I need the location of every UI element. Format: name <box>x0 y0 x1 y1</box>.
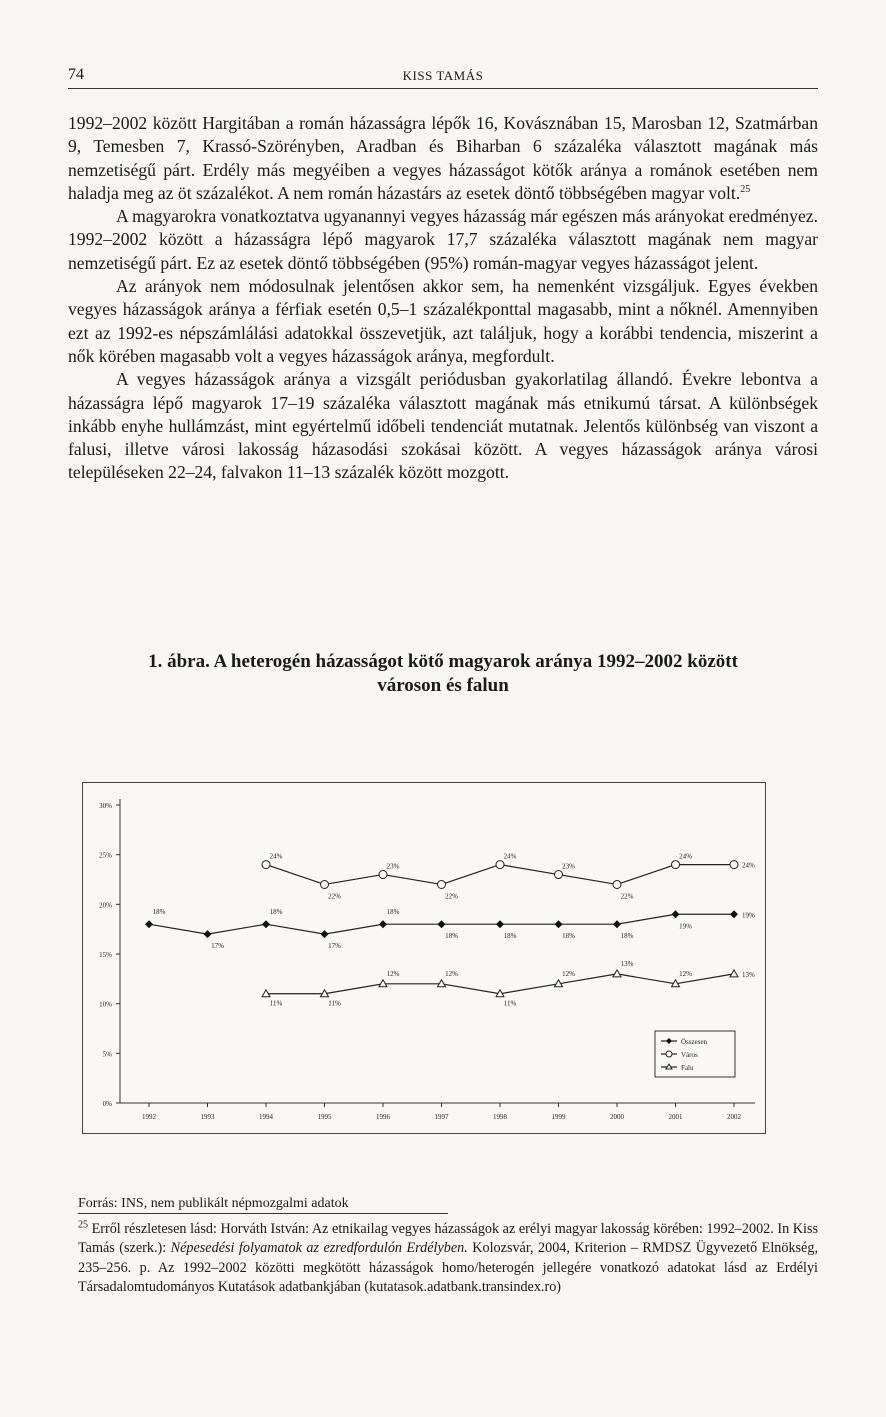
marker-varos <box>496 861 504 869</box>
x-tick-label: 1993 <box>200 1113 215 1121</box>
series-line-Falu <box>617 974 676 984</box>
line-chart <box>82 782 766 1134</box>
marker-osszesen <box>321 930 329 938</box>
data-label: 22% <box>328 892 341 901</box>
y-tick-label: 20% <box>99 901 112 910</box>
y-tick-label: 15% <box>99 951 112 959</box>
data-label: 24% <box>503 852 517 861</box>
series-line-Város <box>325 875 384 885</box>
x-tick-label: 2001 <box>668 1113 683 1121</box>
series-line-Város <box>617 865 676 885</box>
legend-marker <box>666 1051 672 1057</box>
legend-label: Város <box>681 1051 698 1059</box>
marker-osszesen <box>555 920 563 928</box>
marker-osszesen <box>204 930 212 938</box>
footnote-text-b: Kolozsvár, 2004, Kriterion – RMDSZ Ügyvezető Elnökség, 235–256. p. Az 1992–2002 közötti megkötött házasságok homo/heterogén jellegére vonatkozó adatokat lásd az Erdélyi Társadalomtudományos Kutatások adatbankjában (kutatasok.adatbank.transindex.ro) <box>78 1240 818 1296</box>
footnote-number: 25 <box>78 1219 88 1231</box>
data-label: 17% <box>211 942 224 951</box>
x-tick-label: 1998 <box>493 1113 507 1121</box>
series-line-Összesen <box>325 924 384 934</box>
data-label: 19% <box>742 911 755 920</box>
data-label: 12% <box>386 969 400 978</box>
paragraph-1 <box>68 112 818 205</box>
paragraph-3: Az arányok nem módosulnak jelentősen akkor sem, ha nemenként vizsgáljuk. Egyes években vegyes házasságok aránya a férfiak esetén 0,5–1 százalékponttal magasabb, mint a nőknél. Amennyiben ezt az 1992-es népszámlálási adatokkal összevetjük, azt találjuk, hogy a korábbi tendencia, miszerint a nők körében magasabb volt a vegyes házasságok aránya, megfordult. <box>68 276 818 366</box>
data-label: 12% <box>562 969 575 978</box>
figure-title-line-1: 1. ábra. A heterogén házasságot kötő magyarok aránya 1992–2002 között <box>148 651 738 672</box>
data-label: 23% <box>386 862 400 871</box>
figure-title-line-2: városon és falun <box>377 675 509 696</box>
data-label: 18% <box>503 932 517 941</box>
series-line-Város <box>266 865 325 885</box>
marker-osszesen <box>730 910 738 918</box>
marker-varos <box>672 861 680 869</box>
x-tick-label: 1996 <box>376 1113 390 1121</box>
marker-osszesen <box>262 920 270 928</box>
page-number: 74 <box>68 66 84 83</box>
marker-osszesen <box>496 920 504 928</box>
data-label: 18% <box>620 932 634 941</box>
marker-osszesen <box>613 920 621 928</box>
data-label: 13% <box>742 970 755 979</box>
marker-osszesen <box>438 920 446 928</box>
figure-title <box>68 650 818 698</box>
data-label: 18% <box>269 908 283 917</box>
data-label: 13% <box>620 959 634 968</box>
marker-falu <box>730 970 738 977</box>
x-tick-label: 2002 <box>727 1113 741 1121</box>
body-text <box>68 112 818 485</box>
x-tick-label: 1994 <box>259 1113 273 1121</box>
y-tick-label: 0% <box>102 1100 112 1108</box>
running-head <box>68 66 818 89</box>
source-note: Forrás: INS, nem publikált népmozgalmi adatok <box>78 1196 349 1211</box>
series-line-Város <box>383 875 442 885</box>
footnote-rule <box>78 1213 448 1214</box>
series-line-Összesen <box>617 914 676 924</box>
series-line-Összesen <box>149 924 208 934</box>
series-line-Falu <box>325 984 384 994</box>
series-line-Város <box>442 865 501 885</box>
legend-label: Falu <box>681 1064 694 1072</box>
x-tick-label: 1992 <box>142 1113 156 1121</box>
paragraph-2: A magyarokra vonatkoztatva ugyanannyi vegyes házasság már egészen más arányokat eredményez. 1992–2002 között a házasságra lépő magyarok 17,7 százaléka választott magának nem magyar nemzetiségű párt. Ez az esetek döntő többségében (95%) román-magyar vegyes házasságot jelent. <box>68 206 818 273</box>
footnote-text-a: Erről részletesen lásd: Horváth István: Az etnikailag vegyes házasságok az erélyi magyar lakosság körében: 1992–2002. In Kiss Tamás (szerk.): <box>78 1221 818 1257</box>
y-tick-label: 30% <box>99 802 112 810</box>
footnote-italic-title: Népesedési folyamatok az ezredfordulón Erdélyben. <box>170 1240 468 1257</box>
x-tick-label: 1997 <box>434 1113 449 1121</box>
data-label: 11% <box>269 999 283 1008</box>
marker-varos <box>613 880 621 888</box>
series-line-Város <box>500 865 559 875</box>
data-label: 12% <box>445 969 458 978</box>
data-label: 11% <box>503 999 517 1008</box>
data-label: 22% <box>445 892 458 901</box>
running-title: KISS TAMÁS <box>402 68 484 83</box>
marker-varos <box>379 871 387 879</box>
marker-varos <box>262 861 270 869</box>
data-label: 24% <box>742 861 755 870</box>
footnote-ref: 25 <box>740 184 751 196</box>
y-tick-label: 5% <box>102 1050 112 1059</box>
data-label: 22% <box>620 892 634 901</box>
data-label: 24% <box>269 852 283 861</box>
series-line-Város <box>559 875 618 885</box>
x-tick-label: 2000 <box>610 1113 624 1121</box>
data-label: 19% <box>679 922 692 931</box>
series-line-Összesen <box>266 924 325 934</box>
x-tick-label: 1999 <box>551 1113 566 1121</box>
paragraph-4: A vegyes házasságok aránya a vizsgált periódusban gyakorlatilag állandó. Évekre lebontva a házasságra lépő magyarok 17–19 százaléka választott magának más etnikumú társat. A különbségek inkább enyhe hullámzást, mint egyértelmű időbeli tendenciát mutatnak. Jelentős különbség van viszont a falusi, illetve városi lakosság házasodási szokásai között. A vegyes házasságok aránya városi településeken 22–24, falvakon 11–13 százalék között mozgott. <box>68 369 818 483</box>
data-label: 18% <box>152 908 166 917</box>
footnote <box>78 1220 818 1298</box>
marker-osszesen <box>379 920 387 928</box>
x-tick-label: 1995 <box>317 1113 332 1121</box>
series-line-Falu <box>500 984 559 994</box>
data-label: 18% <box>445 932 458 941</box>
marker-varos <box>730 861 738 869</box>
data-label: 24% <box>679 852 692 861</box>
data-label: 23% <box>562 862 575 871</box>
marker-osszesen <box>672 910 680 918</box>
data-label: 11% <box>328 999 341 1008</box>
series-line-Összesen <box>208 924 267 934</box>
marker-varos <box>555 871 563 879</box>
marker-varos <box>321 880 329 888</box>
data-label: 17% <box>328 942 341 951</box>
y-tick-label: 25% <box>99 851 112 860</box>
paragraph-1-text: 1992–2002 között Hargitában a román házasságra lépők 16, Kovásznában 15, Marosban 12, Szatmárban 9, Temesben 7, Krassó-Szörényben, Aradban és Biharban 6 százaléka választott magának más nemzetiségű párt. Erdély más megyéiben a vegyes házasságot kötők aránya a románok esetében nem haladja meg az öt százalékot. A nem román házastárs az esetek döntő többségében magyar volt. <box>68 113 818 203</box>
data-label: 12% <box>679 969 692 978</box>
data-label: 18% <box>386 908 400 917</box>
marker-varos <box>438 880 446 888</box>
data-label: 18% <box>562 932 575 941</box>
marker-falu <box>613 970 621 977</box>
marker-osszesen <box>145 920 153 928</box>
legend-label: Összesen <box>681 1038 708 1046</box>
series-line-Falu <box>442 984 501 994</box>
y-tick-label: 10% <box>99 1000 112 1009</box>
chart-svg <box>83 783 765 1133</box>
